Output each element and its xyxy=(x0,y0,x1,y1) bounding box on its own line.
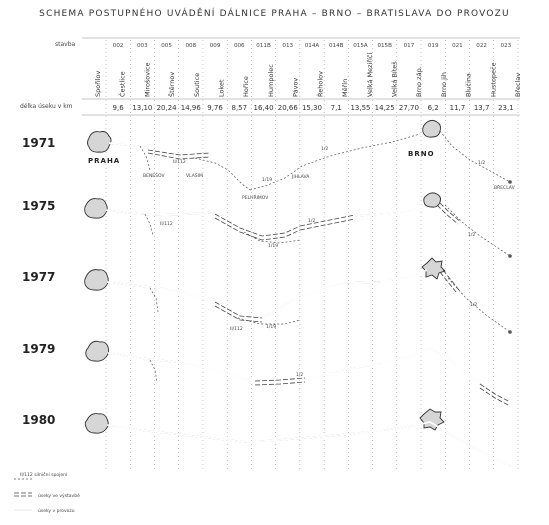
open-section-1979-b xyxy=(305,348,480,384)
section-length: 23,1 xyxy=(498,104,514,112)
section-code: 015A xyxy=(353,43,368,49)
route-label-ii112-1977: II/112 xyxy=(230,327,243,332)
section-length: 20,24 xyxy=(156,104,177,112)
road-1975-i19 xyxy=(244,232,300,243)
legend-existing-label: II/112 silniční spojení xyxy=(20,473,68,478)
praha-blob-1980 xyxy=(85,414,108,434)
section-length: 8,57 xyxy=(231,104,248,112)
town-benesov: BENEŠOV xyxy=(143,174,165,179)
place-name: Břeclav xyxy=(514,72,522,97)
section-length: 16,40 xyxy=(253,104,274,112)
delka-label: délka úseku v km xyxy=(20,103,73,110)
praha-label: PRAHA xyxy=(88,157,121,165)
year-1971: 1971 xyxy=(22,136,56,150)
route-label-i2-1979: 1/2 xyxy=(296,373,304,378)
praha-blob-1975 xyxy=(85,199,108,219)
row-1971 xyxy=(88,120,516,201)
open-section-1980 xyxy=(107,422,510,466)
road-to-benesov xyxy=(140,146,150,170)
section-length: 13,55 xyxy=(350,104,371,112)
place-name: Pávov xyxy=(291,77,300,97)
route-label-i19-1977: 1/19 xyxy=(266,325,277,330)
place-name: Humpolec xyxy=(266,64,275,97)
route-label-i2-1971: 1/2 xyxy=(321,147,329,152)
section-code: 022 xyxy=(476,43,487,49)
route-label-i2-south-1977: 1/2 xyxy=(470,303,478,308)
building-1979-south xyxy=(480,384,510,402)
brno-label: BRNO xyxy=(408,150,435,158)
open-section-1977-b xyxy=(262,270,427,318)
route-label-i2-south-1971: 1/2 xyxy=(478,161,486,166)
praha-blob-1979 xyxy=(86,341,109,361)
praha-blob-1971 xyxy=(88,132,112,153)
town-vlasim: VLAŠIM xyxy=(186,174,203,179)
section-code: 013 xyxy=(282,43,294,49)
year-1975: 1975 xyxy=(22,199,56,213)
route-label-i19-1975: 1/19 xyxy=(268,244,279,249)
route-label-ii112-1975: II/112 xyxy=(160,222,173,227)
section-length: 11,7 xyxy=(449,104,466,112)
road-1977-benesov xyxy=(150,288,158,312)
building-1979-a xyxy=(255,378,305,381)
brno-blob-1971 xyxy=(423,120,441,137)
row-1975 xyxy=(85,193,512,258)
section-length: 9,76 xyxy=(207,104,223,112)
place-name: Mirošovice xyxy=(143,62,152,97)
legend-building-label: úseky ve výstavbě xyxy=(38,494,80,499)
legend-open-label: úseky v provozu xyxy=(38,509,75,514)
section-length: 13,10 xyxy=(132,104,153,112)
place-name: Blučina xyxy=(464,73,473,97)
section-code: 011B xyxy=(256,43,271,49)
year-1980: 1980 xyxy=(22,413,56,427)
road-1979-benesov xyxy=(150,360,157,382)
place-name: Spořilov xyxy=(94,70,102,97)
section-length: 9,6 xyxy=(112,104,124,112)
brno-blob-1980 xyxy=(420,409,444,430)
year-1977: 1977 xyxy=(22,270,56,284)
road-1971-to-pelhrimov xyxy=(195,158,250,190)
route-label-ii112-1971: II/112 xyxy=(173,160,186,165)
section-length: 6,2 xyxy=(427,104,439,112)
road-brno-breclav-1971 xyxy=(440,131,510,182)
section-code: 009 xyxy=(209,43,221,49)
place-name: Hustopeče xyxy=(489,62,498,97)
place-name: Brno jih xyxy=(439,72,448,97)
section-code: 002 xyxy=(112,43,124,49)
row-1977 xyxy=(85,258,512,334)
section-code: 003 xyxy=(137,43,148,49)
route-label-i19-1971: 1/19 xyxy=(262,178,273,183)
breclav-dot xyxy=(508,180,512,184)
legend xyxy=(14,471,80,514)
place-name: Měřín xyxy=(341,78,350,97)
place-names xyxy=(94,53,522,97)
row-1980 xyxy=(85,409,510,466)
place-name: Loket xyxy=(217,79,226,97)
section-code: 005 xyxy=(161,43,172,49)
section-code: 014A xyxy=(304,43,320,49)
diagram-title: SCHEMA POSTUPNÉHO UVÁDĚNÍ DÁLNICE PRAHA – BRNO – BRATISLAVA DO PROVOZU xyxy=(39,9,510,19)
brno-blob-1977 xyxy=(422,258,445,279)
section-code: 006 xyxy=(233,43,245,49)
section-code: 023 xyxy=(500,43,512,49)
section-length: 14,25 xyxy=(374,104,395,112)
road-1975-breclav xyxy=(445,205,510,256)
town-breclav: BŘECLAV xyxy=(494,186,515,191)
section-code: 015B xyxy=(377,43,392,49)
place-name: Řeholov xyxy=(316,71,325,97)
place-name: Velká Meziříčí xyxy=(365,52,374,97)
section-length: 27,70 xyxy=(398,104,419,112)
building-1977-brno-south xyxy=(440,272,456,292)
road-1975-benesov xyxy=(145,214,153,235)
section-length: 20,66 xyxy=(277,104,298,112)
row-1979 xyxy=(86,341,510,406)
road-1977-breclav xyxy=(448,278,510,332)
section-length: 15,30 xyxy=(301,104,323,112)
brno-blob-1975 xyxy=(424,193,441,207)
section-code: 021 xyxy=(452,43,463,49)
section-lengths xyxy=(113,104,514,112)
place-name: Soutice xyxy=(192,72,201,97)
place-name: Čestlice xyxy=(118,71,127,97)
section-length: 14,96 xyxy=(180,104,201,112)
place-name: Štěrnov xyxy=(168,71,177,97)
year-1979: 1979 xyxy=(22,342,56,356)
town-jihlava: JIHLAVA xyxy=(292,175,310,180)
section-code: 008 xyxy=(185,43,197,49)
place-name: Velká Bíteš xyxy=(390,61,399,97)
section-code: 019 xyxy=(427,43,439,49)
praha-blob-1977 xyxy=(85,270,109,291)
stavba-label: stavba xyxy=(55,41,76,48)
route-label-i2-1975: 1/2 xyxy=(308,219,316,224)
road-1971-to-brno xyxy=(250,134,420,190)
place-name: Hořice xyxy=(242,76,251,97)
section-length: 7,1 xyxy=(330,104,342,112)
section-codes xyxy=(113,43,512,49)
place-name: Brno záp. xyxy=(415,66,424,97)
section-length: 13,7 xyxy=(473,104,490,112)
section-code: 014B xyxy=(328,43,344,49)
section-code: 017 xyxy=(403,43,415,49)
route-label-i2-south-1975: 1/2 xyxy=(468,233,476,238)
town-pelhrimov: PELHŘIMOV xyxy=(242,196,269,201)
building-1971-a xyxy=(148,150,210,155)
